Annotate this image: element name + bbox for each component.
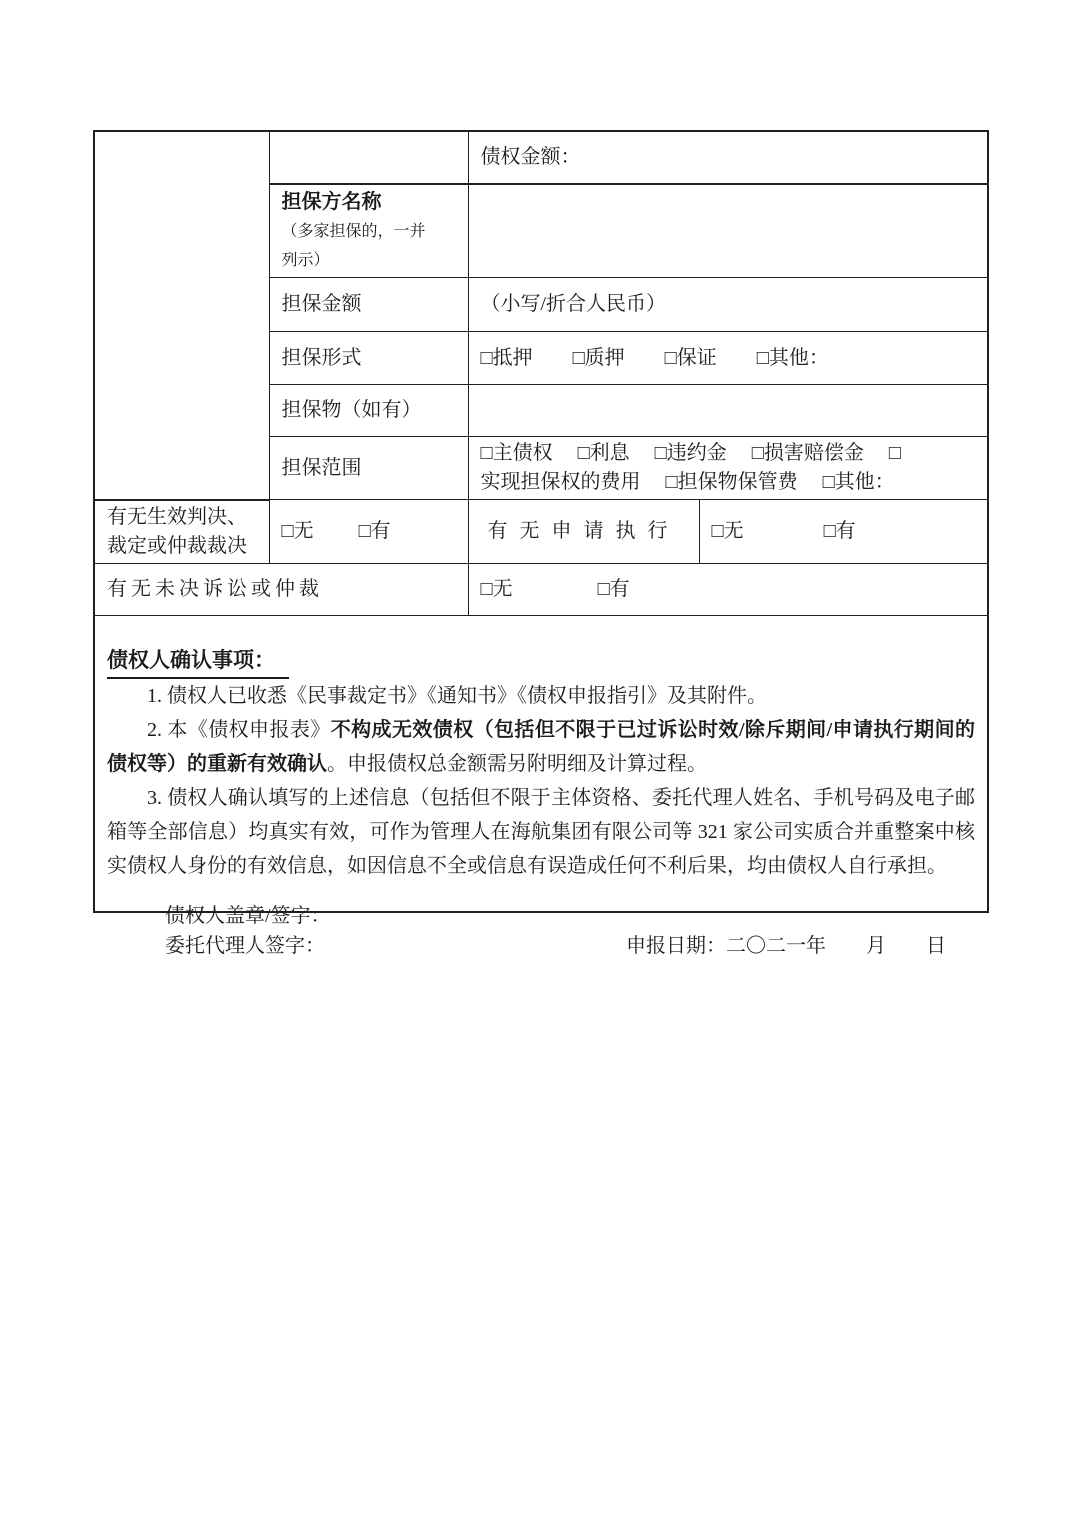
confirmation-cell bbox=[94, 615, 988, 912]
empty-label-cell bbox=[269, 131, 468, 184]
guarantor-name-input-cell[interactable] bbox=[468, 184, 988, 278]
guarantee-form-label: 担保形式 bbox=[281, 346, 362, 369]
signature-block bbox=[165, 901, 331, 961]
guarantee-form-checkboxes[interactable]: □抵押 □质押 □保证 □其他： bbox=[480, 346, 829, 369]
guarantee-form-options-cell[interactable] bbox=[468, 332, 988, 385]
confirmation-row bbox=[94, 615, 988, 912]
guarantee-scope-checkboxes-line1[interactable]: □主债权 □利息 □违约金 □损害赔偿金 □ bbox=[480, 442, 901, 464]
guarantor-name-note-line1: （多家担保的，一并 bbox=[281, 223, 426, 240]
pending-litigation-label-cell bbox=[94, 563, 468, 615]
guarantor-name-note-line2: 列示） bbox=[281, 252, 330, 269]
guarantee-amount-input-cell[interactable] bbox=[468, 278, 988, 332]
claim-amount-label: 债权金额： bbox=[480, 146, 581, 168]
collateral-label-cell bbox=[269, 385, 468, 437]
execution-options-cell[interactable] bbox=[699, 500, 988, 564]
pending-litigation-options-cell[interactable] bbox=[468, 563, 988, 615]
declaration-date-line[interactable] bbox=[626, 931, 946, 961]
pending-litigation-label: 有无未决诉讼或仲裁 bbox=[107, 577, 323, 600]
declaration-date-label: 申报日期：二〇二一年 月 日 bbox=[626, 935, 946, 957]
execution-label-cell bbox=[468, 500, 699, 564]
guarantee-amount-label: 担保金额 bbox=[281, 293, 362, 315]
confirmation-item-2 bbox=[107, 713, 975, 781]
collateral-label: 担保物（如有） bbox=[281, 399, 422, 421]
judgment-options-cell[interactable] bbox=[269, 500, 468, 564]
guarantee-amount-label-cell bbox=[269, 278, 468, 332]
guarantee-amount-hint: （小写/折合人民币） bbox=[480, 293, 667, 315]
pending-litigation-row bbox=[94, 563, 988, 615]
claim-amount-row bbox=[94, 131, 988, 184]
creditor-seal-signature-label: 债权人盖章/签字： bbox=[165, 905, 331, 927]
pending-litigation-checkboxes[interactable]: □无 □有 bbox=[480, 577, 630, 600]
confirmation-item-1: 1. 债权人已收悉《民事裁定书》《通知书》《债权申报指引》及其附件。 bbox=[147, 685, 767, 707]
creditor-seal-signature-line[interactable] bbox=[165, 901, 331, 931]
agent-signature-line[interactable] bbox=[165, 931, 331, 961]
confirmation-item-2-bold: 不构成无效债权（包括但不限于已过诉讼时效/除斥期间/申请执行期间的债权等）的重新有效确认 bbox=[107, 719, 976, 775]
agent-signature-label: 委托代理人签字： bbox=[165, 935, 325, 957]
left-spanner-cell bbox=[94, 131, 269, 500]
judgment-row bbox=[94, 500, 988, 564]
claim-amount-field-cell[interactable] bbox=[468, 131, 988, 184]
confirmation-item-2-suffix: 。申报债权总金额需另附明细及计算过程。 bbox=[327, 753, 707, 775]
guarantee-scope-label-cell bbox=[269, 437, 468, 500]
guarantee-scope-options-cell[interactable] bbox=[468, 437, 988, 500]
claim-declaration-table bbox=[93, 130, 989, 913]
guarantor-name-label: 担保方名称 bbox=[281, 191, 382, 213]
judgment-label-cell bbox=[94, 500, 269, 564]
execution-checkboxes[interactable]: □无 □有 bbox=[711, 519, 856, 542]
guarantee-scope-checkboxes-line2[interactable]: 实现担保权的费用 □担保物保管费 □其他： bbox=[480, 471, 895, 493]
collateral-input-cell[interactable] bbox=[468, 385, 988, 437]
judgment-checkboxes[interactable]: □无 □有 bbox=[281, 519, 391, 542]
guarantor-name-label-cell bbox=[269, 184, 468, 278]
guarantee-form-label-cell bbox=[269, 332, 468, 385]
guarantee-scope-label: 担保范围 bbox=[281, 456, 362, 479]
judgment-label-line2: 裁定或仲裁裁决 bbox=[107, 534, 247, 557]
judgment-label-line1: 有无生效判决、 bbox=[107, 505, 247, 528]
confirmation-heading: 债权人确认事项： bbox=[107, 643, 289, 679]
execution-label: 有无申请执行 bbox=[487, 519, 680, 542]
confirmation-item-3: 3. 债权人确认填写的上述信息（包括但不限于主体资格、委托代理人姓名、手机号码及电子邮箱等全部信息）均真实有效，可作为管理人在海航集团有限公司等 321 家公司实质合并重整案中核实债权人身份的有效信息，如因信息不全或信息有误造成任何不利后果，均由债权人自行承担。 bbox=[107, 787, 975, 877]
confirmation-item-2-prefix: 2. 本《债权申报表》 bbox=[147, 719, 331, 741]
